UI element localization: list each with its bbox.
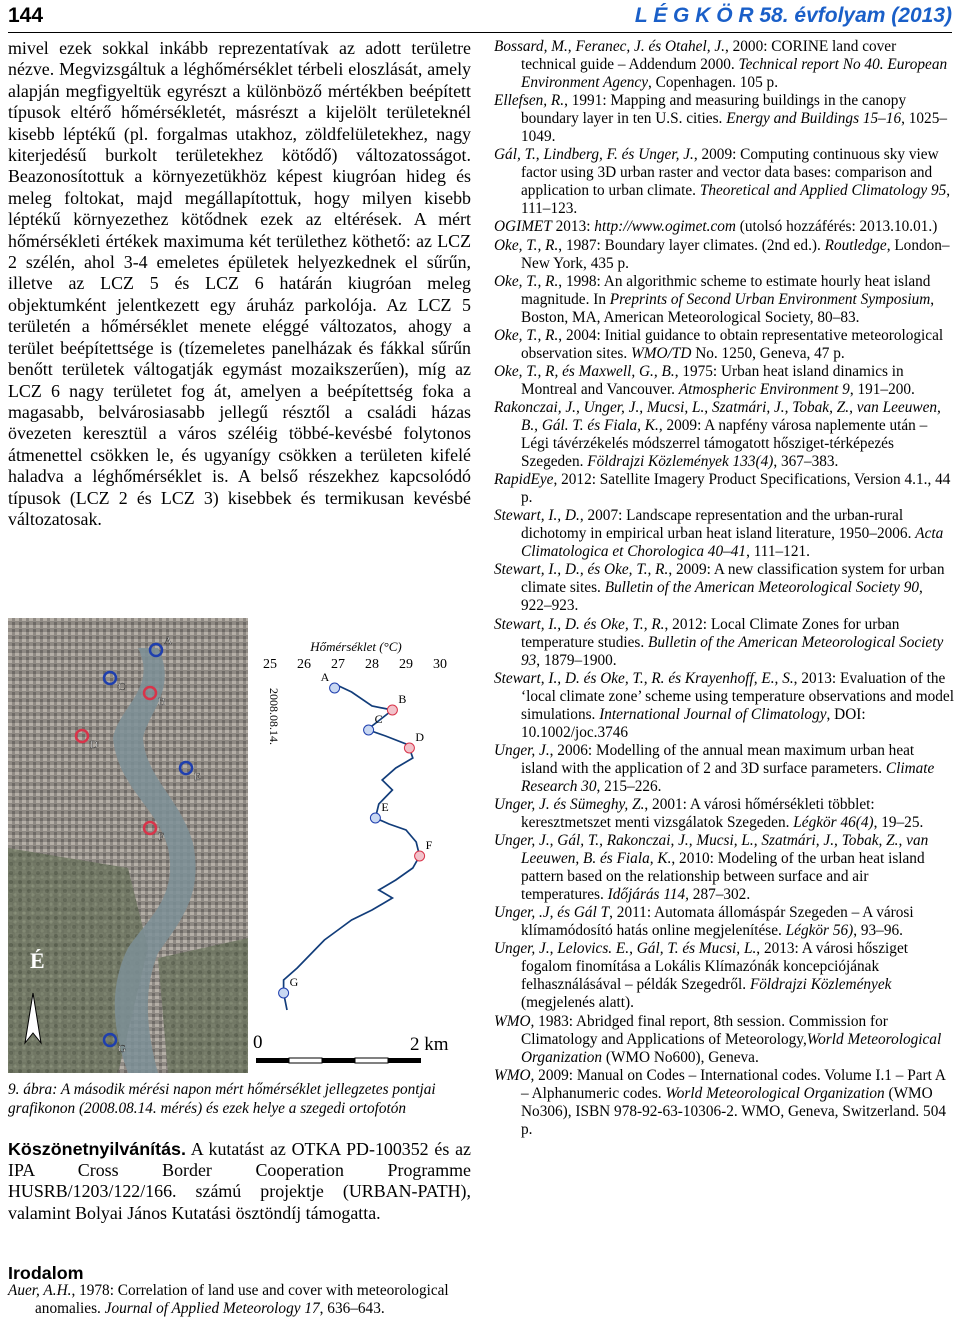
reference-source: Acta Climatologica et Chorologica 40–41: [521, 525, 944, 561]
curve-point-g: [279, 988, 289, 998]
reference-entry: [494, 561, 954, 615]
date-label: 2008.08.14.: [267, 688, 281, 745]
reference-entry: [494, 146, 954, 218]
green-area: [158, 938, 248, 1073]
curve-point-d: [404, 743, 414, 753]
references-heading: Irodalom: [8, 1263, 84, 1283]
temperature-tick-label: 26: [297, 657, 311, 672]
reference-entry: [494, 1013, 954, 1067]
journal-name: L É G K Ö R: [634, 4, 754, 27]
reference-authors: Oke, T., R, és Maxwell, G., B.: [494, 362, 675, 380]
reference-authors: Oke, T., R.: [494, 272, 559, 290]
references-right: [494, 38, 954, 1139]
temperature-tick-label: 30: [433, 657, 447, 672]
reference-entry: [494, 940, 954, 1012]
reference-source: Theoretical and Applied Climatology 95: [699, 182, 947, 200]
reference-text: , 2011: Automata állomáspár Szegeden – A városi klímamódosító hatás online megjelenítése.: [521, 904, 914, 940]
reference-end: No. 1250, Geneva, 47 p.: [691, 344, 845, 362]
figure-map-and-chart: [8, 618, 468, 1078]
reference-authors: WMO,: [494, 1012, 535, 1030]
reference-authors: Ellefsen, R.: [494, 92, 565, 110]
reference-text: , 1975: Urban heat island dinamics in Montreal and Vancouver.: [521, 362, 904, 398]
reference-source: Bulletin of the American Meteorological Society 90: [604, 579, 920, 597]
reference-authors: Unger, J. és Sümeghy, Z.: [494, 795, 645, 813]
reference-end: , 636–643.: [319, 1300, 385, 1318]
reference-entry: [494, 670, 954, 742]
reference-entry: [494, 616, 954, 670]
curve-point-label: B: [398, 692, 407, 706]
acknowledgement-text: A kutatást az OTKA PD-100352 és az IPA Cross Border Cooperation Programme HUSRB/1203/122/166. számú projektje (URBAN-PATH), valamint Bolyai János Kutatási ösztöndíj támogatta.: [8, 1139, 471, 1223]
reference-text: , 2013: Evaluation of the ‘local climate zone’ scheme using temperature observations and model simulations.: [521, 669, 954, 723]
reference-text: , 2009: A napfény városa naplemente után – Légi távérzékelés módszerrel támogatott hősziget-térképezés Szegeden.: [521, 416, 928, 471]
reference-text: , 1987: Boundary layer climates. (2nd ed.).: [558, 236, 825, 254]
curve-point-label: C: [374, 712, 383, 726]
reference-source: Bulletin of the American Meteorological Society 93: [521, 633, 944, 669]
reference-entry: [494, 832, 954, 904]
map-point-label: F: [158, 831, 165, 843]
chart-title: Hőmérséklet (°C): [310, 639, 402, 654]
reference-end: , London–New York, 435 p.: [521, 236, 950, 272]
reference-entry: [494, 273, 954, 327]
temperature-tick-label: 27: [331, 657, 345, 672]
journal-title: [635, 4, 952, 28]
reference-text: , 1998: An algorithmic scheme to estimate hourly heat island magnitude. In: [521, 272, 931, 308]
reference-end: , 1879–1900.: [536, 651, 617, 669]
reference-entry: [494, 904, 954, 940]
reference-end: , Copenhagen. 105 p.: [648, 74, 779, 92]
scale-start-label: 0: [253, 1032, 263, 1053]
reference-entry: [494, 471, 954, 507]
map-point-label: A: [164, 635, 172, 647]
reference-source: Technical report No 40. European Environment Agency: [521, 56, 948, 92]
reference-entry: [494, 38, 954, 92]
map-point-label: B: [158, 696, 166, 708]
reference-text: , 1978: Correlation of land use and cover with meteorological anomalies.: [35, 1282, 449, 1318]
reference-source: Energy and Buildings 15–16: [726, 110, 902, 128]
map-point-label: D: [90, 739, 98, 751]
reference-text: , 2000: CORINE land cover technical guide – Addendum 2000.: [521, 38, 897, 74]
reference-entry: [494, 92, 954, 146]
reference-text: , 2009: Computing continuous sky view factor using 3D urban raster and vector data bases: comparison and application to urban climate.: [521, 146, 939, 200]
reference-authors: Oke, T., R.: [494, 236, 559, 254]
scale-end-label: 2 km: [410, 1034, 449, 1055]
reference-authors: Gál, T., Lindberg, F. és Unger, J.: [494, 146, 694, 164]
map-point-label: G: [118, 1043, 126, 1055]
reference-end: , 215–226.: [596, 777, 662, 795]
reference-end: (megjelenés alatt).: [521, 994, 634, 1012]
reference-source: International Journal of Climatology: [599, 705, 827, 723]
temperature-tick-label: 29: [399, 657, 413, 672]
reference-end: , 19–25.: [873, 814, 924, 832]
reference-entry: [494, 363, 954, 399]
temperature-tick-label: 28: [365, 657, 379, 672]
reference-entry: [494, 507, 954, 561]
reference-text: , 1991: Mapping and measuring buildings in the canopy boundary layer in ten U.S. cities.: [521, 92, 907, 128]
reference-authors: Rakonczai, J., Unger, J., Mucsi, L., Szatmári, J., Tobak, Z., van Leeuwen, B., Gál. T. és Fiala, K.: [494, 398, 941, 434]
scale-segment: [256, 1058, 289, 1063]
reference-source: Journal of Applied Meteorology 17: [104, 1300, 320, 1318]
reference-text: 1983: Abridged final report, 8th session. Commission for Climatology and Applications of Meteorology,: [521, 1012, 888, 1048]
curve-point-c: [364, 725, 374, 735]
reference-end: , 191–200.: [849, 380, 915, 398]
figure-caption: 9. ábra: A második mérési napon mért hőmérséklet jellegzetes pontjai grafikonon (2008.08.14. mérés) és ezek helye a szegedi ortofotón: [8, 1081, 436, 1117]
reference-authors: WMO,: [494, 1066, 535, 1084]
page-header: [8, 2, 952, 33]
scale-segment: [355, 1058, 388, 1063]
reference-authors: Oke, T., R.: [494, 326, 559, 344]
curve-point-b: [387, 705, 397, 715]
curve-point-label: G: [289, 975, 299, 989]
reference-source: Climate Research 30: [521, 759, 935, 795]
reference-end: , 111–123.: [521, 182, 951, 218]
reference-text: , 2012: Local Climate Zones for urban temperature studies.: [521, 615, 900, 651]
acknowledgement-title: Köszönetnyilvánítás.: [8, 1139, 186, 1159]
north-label: É: [30, 948, 45, 973]
reference-authors: Unger, J.: [494, 741, 550, 759]
reference-source: Földrajzi Közlemények: [749, 976, 892, 994]
reference-text: , 2012: Satellite Imagery Product Specifications, Version 4.1., 44 p.: [521, 471, 951, 507]
reference-end: (utolsó hozzáférés: 2013.10.01.): [735, 218, 938, 236]
reference-source: Preprints of Second Urban Environment Symposium: [609, 290, 931, 308]
reference-authors: Stewart, I., D., és Oke, T., R.: [494, 561, 669, 579]
reference-authors: Stewart, I., D.: [494, 507, 580, 525]
reference-source: World Meteorological Organization: [665, 1084, 885, 1102]
reference-source: Légkör 46(4): [793, 814, 874, 832]
reference-text: , 2009: A new classification system for urban climate sites.: [521, 561, 945, 597]
curve-point-label: F: [425, 838, 433, 852]
reference-text: , 2013: A városi hősziget fogalom finomítása a Lokális Klímazónák koncepciójának felhasználásával – példák Szegedről.: [521, 940, 908, 994]
journal-volume: 58. évfolyam (2013): [753, 4, 952, 27]
reference-end: , Boston, MA, American Meteorological Society, 80–83.: [521, 290, 935, 326]
reference-text: , 2007: Landscape representation and the urban-rural dichotomy in empirical urban heat island literature, 1950–2006.: [521, 507, 916, 543]
temperature-tick-label: 25: [263, 657, 277, 672]
curve-point-f: [415, 851, 425, 861]
reference-end: , 367–383.: [773, 453, 839, 471]
reference-authors: Unger, J., Lelovics. E., Gál, T. és Mucsi, L.: [494, 940, 757, 958]
reference-text: 2013:: [551, 218, 595, 236]
reference-end: , 1025–1049.: [521, 110, 947, 146]
reference-end: 287–302.: [688, 886, 751, 904]
reference-text: , 2006: Modelling of the annual mean maximum urban heat island with the application of 2 and 3D surface parameters.: [521, 741, 915, 777]
reference-source: World Meteorological Organization: [521, 1030, 942, 1066]
reference-entry: [494, 218, 954, 236]
body-paragraph: mivel ezek sokkal inkább reprezentatívak az adott területre nézve. Megvizsgáltuk a léghőmérséklet térbeli eloszlását, amely alapján megfigyeltük egyrészt a különböző mértékben beépített típusok eltérő hőmérsékletét, másrészt a kijelölt területeknél kisebb léptékű (pl. forgalmas utakhoz, zöldfelületekhez, nagy kiterjedésű burkolt területekhez kötődő) változatosságot. Beazonosítottuk a környezetükhöz képest kiugróan hideg és meleg foltokat, majd megállapítottuk, hogy milyen kisebb léptékű környezethez kötődnek ezek az eltérések. A mért hőmérsékleti értékek maximuma két területhez köthető: az LCZ 2 szélén, ahol 3-4 emeletes épületek helyezkednek el sűrűn, illetve az LCZ 5 és LCZ 6 határán kiugróan meleg objektumként jelentkezett egy áruház parkolója. Az LCZ 5 területén a hőmérséklet menete eléggé változatos, ahogy a terület beépítettsége is (tízemeletes panelházak és fákkal sűrűn benőtt területek váltogatják egymást mozaikszerűen), míg az LCZ 6 nagy területet fog át, amelyen a beépítettség foka a magasabb, belvárosiasabb jellegű résztől a családi házas övezeten keresztül a város széléig többé-kevésbé folytonos átmenettel csökken le, és ugyanígy csökken a területen kifelé haladva a léghőmérséklet is. A belső részekhez kapcsolódó típusok (LCZ 2 és LCZ 3) kisebbek és termikusan kevésbé változatosak.: [8, 38, 471, 529]
reference-source: http://www.ogimet.com: [594, 218, 736, 236]
reference-authors: OGIMET: [494, 218, 552, 236]
reference-end: , 93–96.: [853, 922, 903, 940]
reference-authors: Stewart, I., D. és Oke, T., R. és Krayenhoff, E., S.: [494, 669, 794, 687]
reference-entry: [494, 1067, 954, 1139]
reference-end: (WMO No600), Geneva.: [602, 1048, 759, 1066]
body-text-left: [8, 38, 471, 530]
reference-entry: [8, 1282, 471, 1318]
curve-point-e: [370, 813, 380, 823]
reference-text: , 2004: Initial guidance to obtain representative meteorological observation sites.: [521, 326, 944, 362]
reference-entry: [494, 796, 954, 832]
reference-authors: Unger, J., Gál, T., Rakonczai, J., Mucsi, L., Szatmári, J., Tobak, Z., van Leeuwen, B. és Fiala, K.: [494, 832, 929, 868]
reference-end: , DOI: 10.1002/joc.3746: [521, 705, 866, 741]
page-number: 144: [8, 4, 44, 27]
reference-entry: [494, 742, 954, 796]
references-left: [8, 1282, 471, 1318]
reference-source: Légkör 56): [785, 922, 854, 940]
reference-entry: [494, 237, 954, 273]
curve-point-a: [330, 683, 340, 693]
scale-segment: [289, 1058, 322, 1063]
reference-authors: Unger, .J, és Gál T: [494, 904, 610, 922]
reference-end: , 922–923.: [521, 579, 923, 615]
curve-point-label: A: [320, 670, 330, 684]
reference-text: , 2001: A városi hőmérsékleti többlet: keresztmetszet menti vizsgálatok Szegeden.: [521, 795, 875, 832]
reference-authors: RapidEye: [494, 471, 554, 489]
curve-point-label: E: [381, 800, 389, 814]
chart-panel: [250, 618, 468, 1078]
reference-authors: Auer, A.H.: [8, 1282, 72, 1299]
acknowledgement: [8, 1139, 471, 1224]
reference-end: (WMO No306), ISBN 978-92-63-10306-2. WMO, Geneva, Switzerland. 504 p.: [521, 1084, 946, 1138]
reference-end: , 111–121.: [746, 543, 810, 561]
reference-source: WMO/TD: [631, 344, 692, 362]
reference-authors: Stewart, I., D. és Oke, T., R.: [494, 615, 665, 633]
map-point-label: C: [118, 681, 126, 693]
reference-source: Földrajzi Közlemények 133(4): [587, 453, 774, 471]
map-point-label: E: [194, 771, 201, 783]
reference-text: , 2010: Modeling of the urban heat island pattern based on the relationship between surface and air temperatures.: [521, 850, 925, 904]
scale-segment: [322, 1058, 355, 1063]
reference-entry: [494, 327, 954, 363]
reference-source: Időjárás 114,: [607, 886, 689, 904]
reference-authors: Bossard, M., Feranec, J. és Otahel, J.: [494, 38, 725, 55]
scale-segment: [388, 1058, 421, 1063]
reference-source: Routledge: [824, 236, 887, 254]
reference-text: 2009: Manual on Codes – International codes. Volume I.1 – Part A – Alphanumeric codes.: [521, 1066, 946, 1102]
reference-entry: [494, 399, 954, 471]
curve-point-label: D: [415, 730, 425, 744]
reference-source: Atmospheric Environment 9: [678, 380, 850, 398]
